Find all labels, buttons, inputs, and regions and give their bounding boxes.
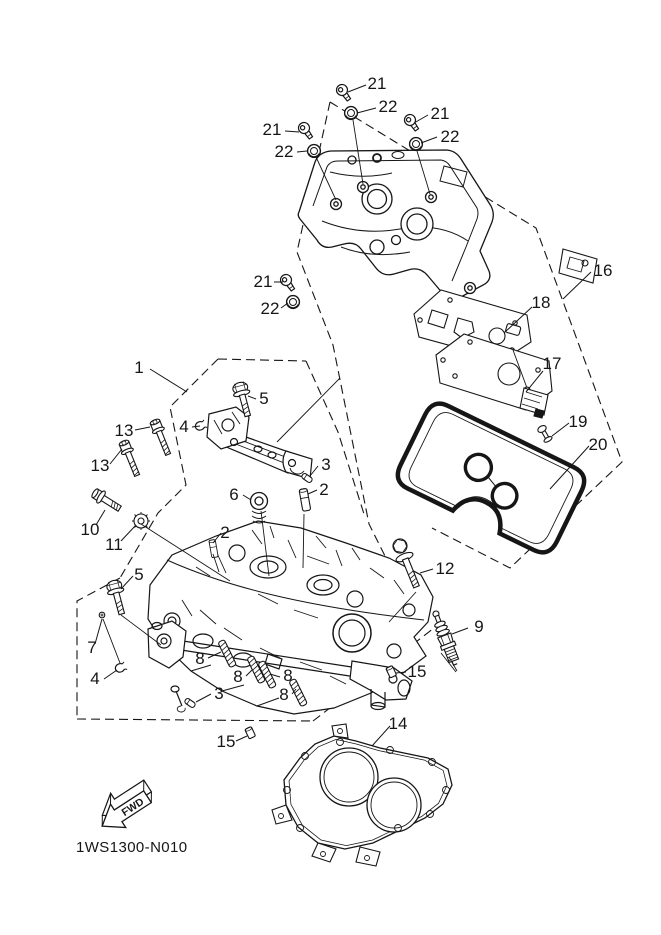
callout-label-18: 18 (531, 293, 551, 312)
washer-11-icon (132, 512, 150, 530)
callout-label-21: 21 (367, 74, 387, 93)
callout-label-8: 8 (233, 667, 243, 686)
callout-label-17: 17 (542, 354, 562, 373)
bolt-19-icon (537, 424, 553, 443)
callout-label-22: 22 (378, 97, 398, 116)
callout-label-8: 8 (283, 666, 293, 685)
pin-3-icon (184, 698, 196, 709)
callout-label-22: 22 (260, 299, 280, 318)
callout-label-22: 22 (274, 142, 294, 161)
callout-label-3: 3 (214, 684, 224, 703)
part-baffle-plate-lower (436, 334, 552, 418)
bolt-10-icon (90, 486, 124, 514)
callout-label-6: 6 (229, 485, 239, 504)
clip-4-icon (194, 420, 207, 432)
callout-label-8: 8 (279, 685, 289, 704)
callout-label-20: 20 (588, 435, 608, 454)
bolt-21-icon (334, 82, 353, 103)
callout-label-21: 21 (253, 272, 273, 291)
grommet-22-icon (410, 138, 423, 151)
drawing-number: 1WS1300-N010 (76, 839, 188, 856)
callout-label-8: 8 (195, 649, 205, 668)
callout-label-13: 13 (90, 456, 110, 475)
callout-label-22: 22 (440, 127, 460, 146)
callout-label-9: 9 (474, 617, 484, 636)
part-bracket-tab (559, 249, 597, 283)
bolt-21-icon (278, 272, 297, 293)
callout-label-7: 7 (87, 638, 97, 657)
grommet-22-icon (308, 145, 321, 158)
callout-label-15: 15 (407, 662, 427, 681)
callout-label-21: 21 (430, 104, 450, 123)
callout-label-1: 1 (134, 358, 144, 377)
bolt-21-icon (296, 120, 315, 141)
bolt-13-icon (117, 439, 143, 478)
callout-label-10: 10 (80, 520, 100, 539)
part-cylinder-head-gasket (272, 724, 452, 866)
callout-label-16: 16 (593, 261, 613, 280)
callout-label-14: 14 (388, 714, 408, 733)
pin-7-icon (99, 612, 105, 618)
callout-label-5: 5 (259, 389, 269, 408)
callout-label-4: 4 (179, 417, 189, 436)
part-cylinder-head-cover (298, 150, 493, 299)
cap-6-icon (251, 493, 268, 524)
fwd-label: FWD (119, 795, 147, 819)
callout-label-3: 3 (321, 455, 331, 474)
grommet-22-icon (345, 107, 358, 120)
clip-4-icon (114, 662, 127, 674)
callout-label-5: 5 (134, 565, 144, 584)
dowel-2-icon (299, 488, 311, 511)
callout-label-13: 13 (114, 421, 134, 440)
dowel-15-icon (245, 726, 256, 739)
callout-label-15: 15 (216, 732, 236, 751)
callout-label-21: 21 (262, 120, 282, 139)
bolt-13-icon (148, 418, 174, 457)
callout-label-2: 2 (220, 523, 230, 542)
fwd-arrow-icon (90, 774, 160, 838)
callout-label-11: 11 (105, 535, 123, 554)
part-camshaft-cap-assembly (207, 407, 312, 479)
callout-label-4: 4 (90, 669, 100, 688)
callout-label-2: 2 (319, 480, 329, 499)
bolt-21-icon (402, 112, 421, 133)
callout-label-19: 19 (568, 412, 588, 431)
callout-label-12: 12 (435, 559, 455, 578)
grommet-22-icon (287, 296, 300, 309)
